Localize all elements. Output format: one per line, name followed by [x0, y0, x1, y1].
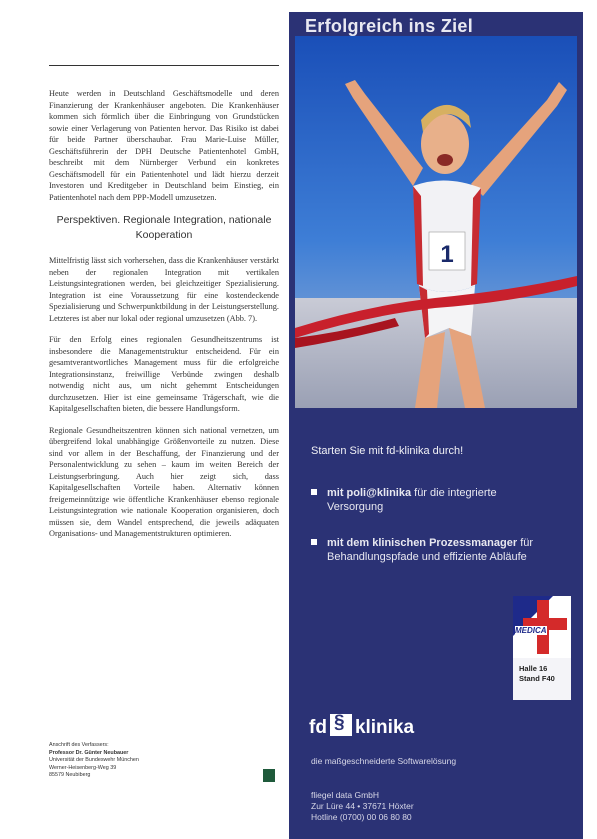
article-paragraph: Für den Erfolg eines regionalen Gesundheitszentrums ist insbesondere die Managementstruktur entscheidend. Für ein gesamtverantwortliches Management muss für die erfolgreiche Integrationsinstanz, freiwillige Verbünde zwingen deshalb notwendig nicht aus, um nicht gehemmt Entscheidungen durchzusetzen. Hier ist eine gemeinsame Trägerschaft, wie die Kapitalgesellschaften bieten, die bessere Handlungsform. — [49, 335, 279, 413]
medica-fair-logo — [513, 596, 571, 700]
author-line: Universität der Bundeswehr München — [49, 757, 139, 764]
medica-booth — [519, 664, 555, 684]
company-street: Zur Lüre 44 • 37671 Höxter — [311, 801, 414, 811]
company-contact — [311, 790, 414, 823]
bib-number: 1 — [440, 241, 454, 268]
feature-bold: mit poli@klinika — [327, 487, 412, 499]
medica-stand: Stand F40 — [519, 674, 555, 683]
brand-left: fd — [309, 717, 327, 738]
brand-right: klinika — [354, 717, 415, 738]
article-paragraph: Regionale Gesundheitszentren können sich national vernetzen, um übergreifend lokal unabhängige Größenvorteile zu nutzen. Diese sind vor allem in der Beschaffung, der Finanzierung und der Personalentwicklung zu sehen – kaum im weiten Bereich der Leistungserbringung. Auch hier zeigt sich, dass Kapitalgesellschaften Vorteile haben. Alternativ können freigemeinnützige wie öffentliche Krankenhäuser ebenso regionale Leistungsintegration wie nationale Kooperation organisieren, doch müssen sie, dem Wandel entsprechend, die jeweils adäquaten Organisations- und Managementstrukturen optimieren. — [49, 425, 279, 538]
feature-bullet — [311, 486, 541, 514]
fd-klinika-logo — [309, 714, 414, 739]
bullet-square-icon — [311, 539, 317, 545]
ad-subtitle: Starten Sie mit fd-klinika durch! — [311, 445, 464, 457]
article-paragraph: Mittelfristig lässt sich vorhersehen, dass die Krankenhäuser verstärkt neben der regionalen Integration mit vertikalen Leistungsintegrationen werden, bei gleichzeitiger Spezialisierung. Integration ist eine Voraussetzung für eine kostendeckende Spezialisierung und Schwerpunktbildung in der Leistungserstellung. Letzteres ist aber nur lokal oder regional umzusetzen (Abb. 7). — [49, 256, 279, 323]
top-rule — [49, 65, 279, 66]
medica-name: MEDICA — [515, 626, 547, 635]
brand-tagline: die maßgeschneiderte Softwarelösung — [311, 756, 457, 766]
paragraph-logo-icon — [330, 714, 352, 736]
feature-text: für Behandlungspfade und effiziente Abläufe — [327, 537, 534, 563]
medica-hall: Halle 16 — [519, 664, 548, 673]
author-heading: Anschrift des Verfassers: — [49, 742, 109, 748]
company-hotline: Hotline (0700) 00 06 80 80 — [311, 812, 412, 822]
end-mark-square — [263, 769, 275, 782]
feature-bold: mit dem klinischen Prozessmanager — [327, 537, 518, 549]
ad-title: Erfolgreich ins Ziel — [305, 16, 474, 36]
bullet-square-icon — [311, 489, 317, 495]
author-address — [49, 742, 229, 780]
company-name: fliegel data GmbH — [311, 790, 380, 800]
author-line: 85579 Neubiberg — [49, 772, 91, 779]
author-line: Werner-Heisenberg-Weg 39 — [49, 764, 117, 771]
feature-text: für die integrierte Versorgung — [327, 487, 497, 513]
runner-photo — [295, 36, 577, 408]
feature-bullet — [311, 536, 541, 564]
author-name: Professor Dr. Günter Neubauer — [49, 749, 129, 756]
advertisement-panel — [289, 12, 583, 839]
section-heading: Perspektiven. Regionale Integration, nationale Kooperation — [56, 214, 272, 241]
article-column — [49, 88, 279, 550]
article-paragraph: Heute werden in Deutschland Geschäftsmodelle und deren Finanzierung der Krankenhäuser angeboten. Die Krankenhäuser kommen sich förmlich über die Einbringung von Grundstücken sowie einer Verlagerung von Patienten hervor. Das Risiko ist dabei für beide Partner überschaubar. Frau Marie-Luise Müller, Geschäftsführerin der DPH Deutsche Patientenhotel GmbH, beschreibt mit dem Nürnberger Verbund ein konkretes Geschäftsmodell für ein Patientenhotel und lädt hierzu derzeit Investoren und Kreditgeber in Deutschland beim Einstieg, ein Patientenhotel nach dem PPP-Modell umzusetzen. — [49, 89, 279, 202]
